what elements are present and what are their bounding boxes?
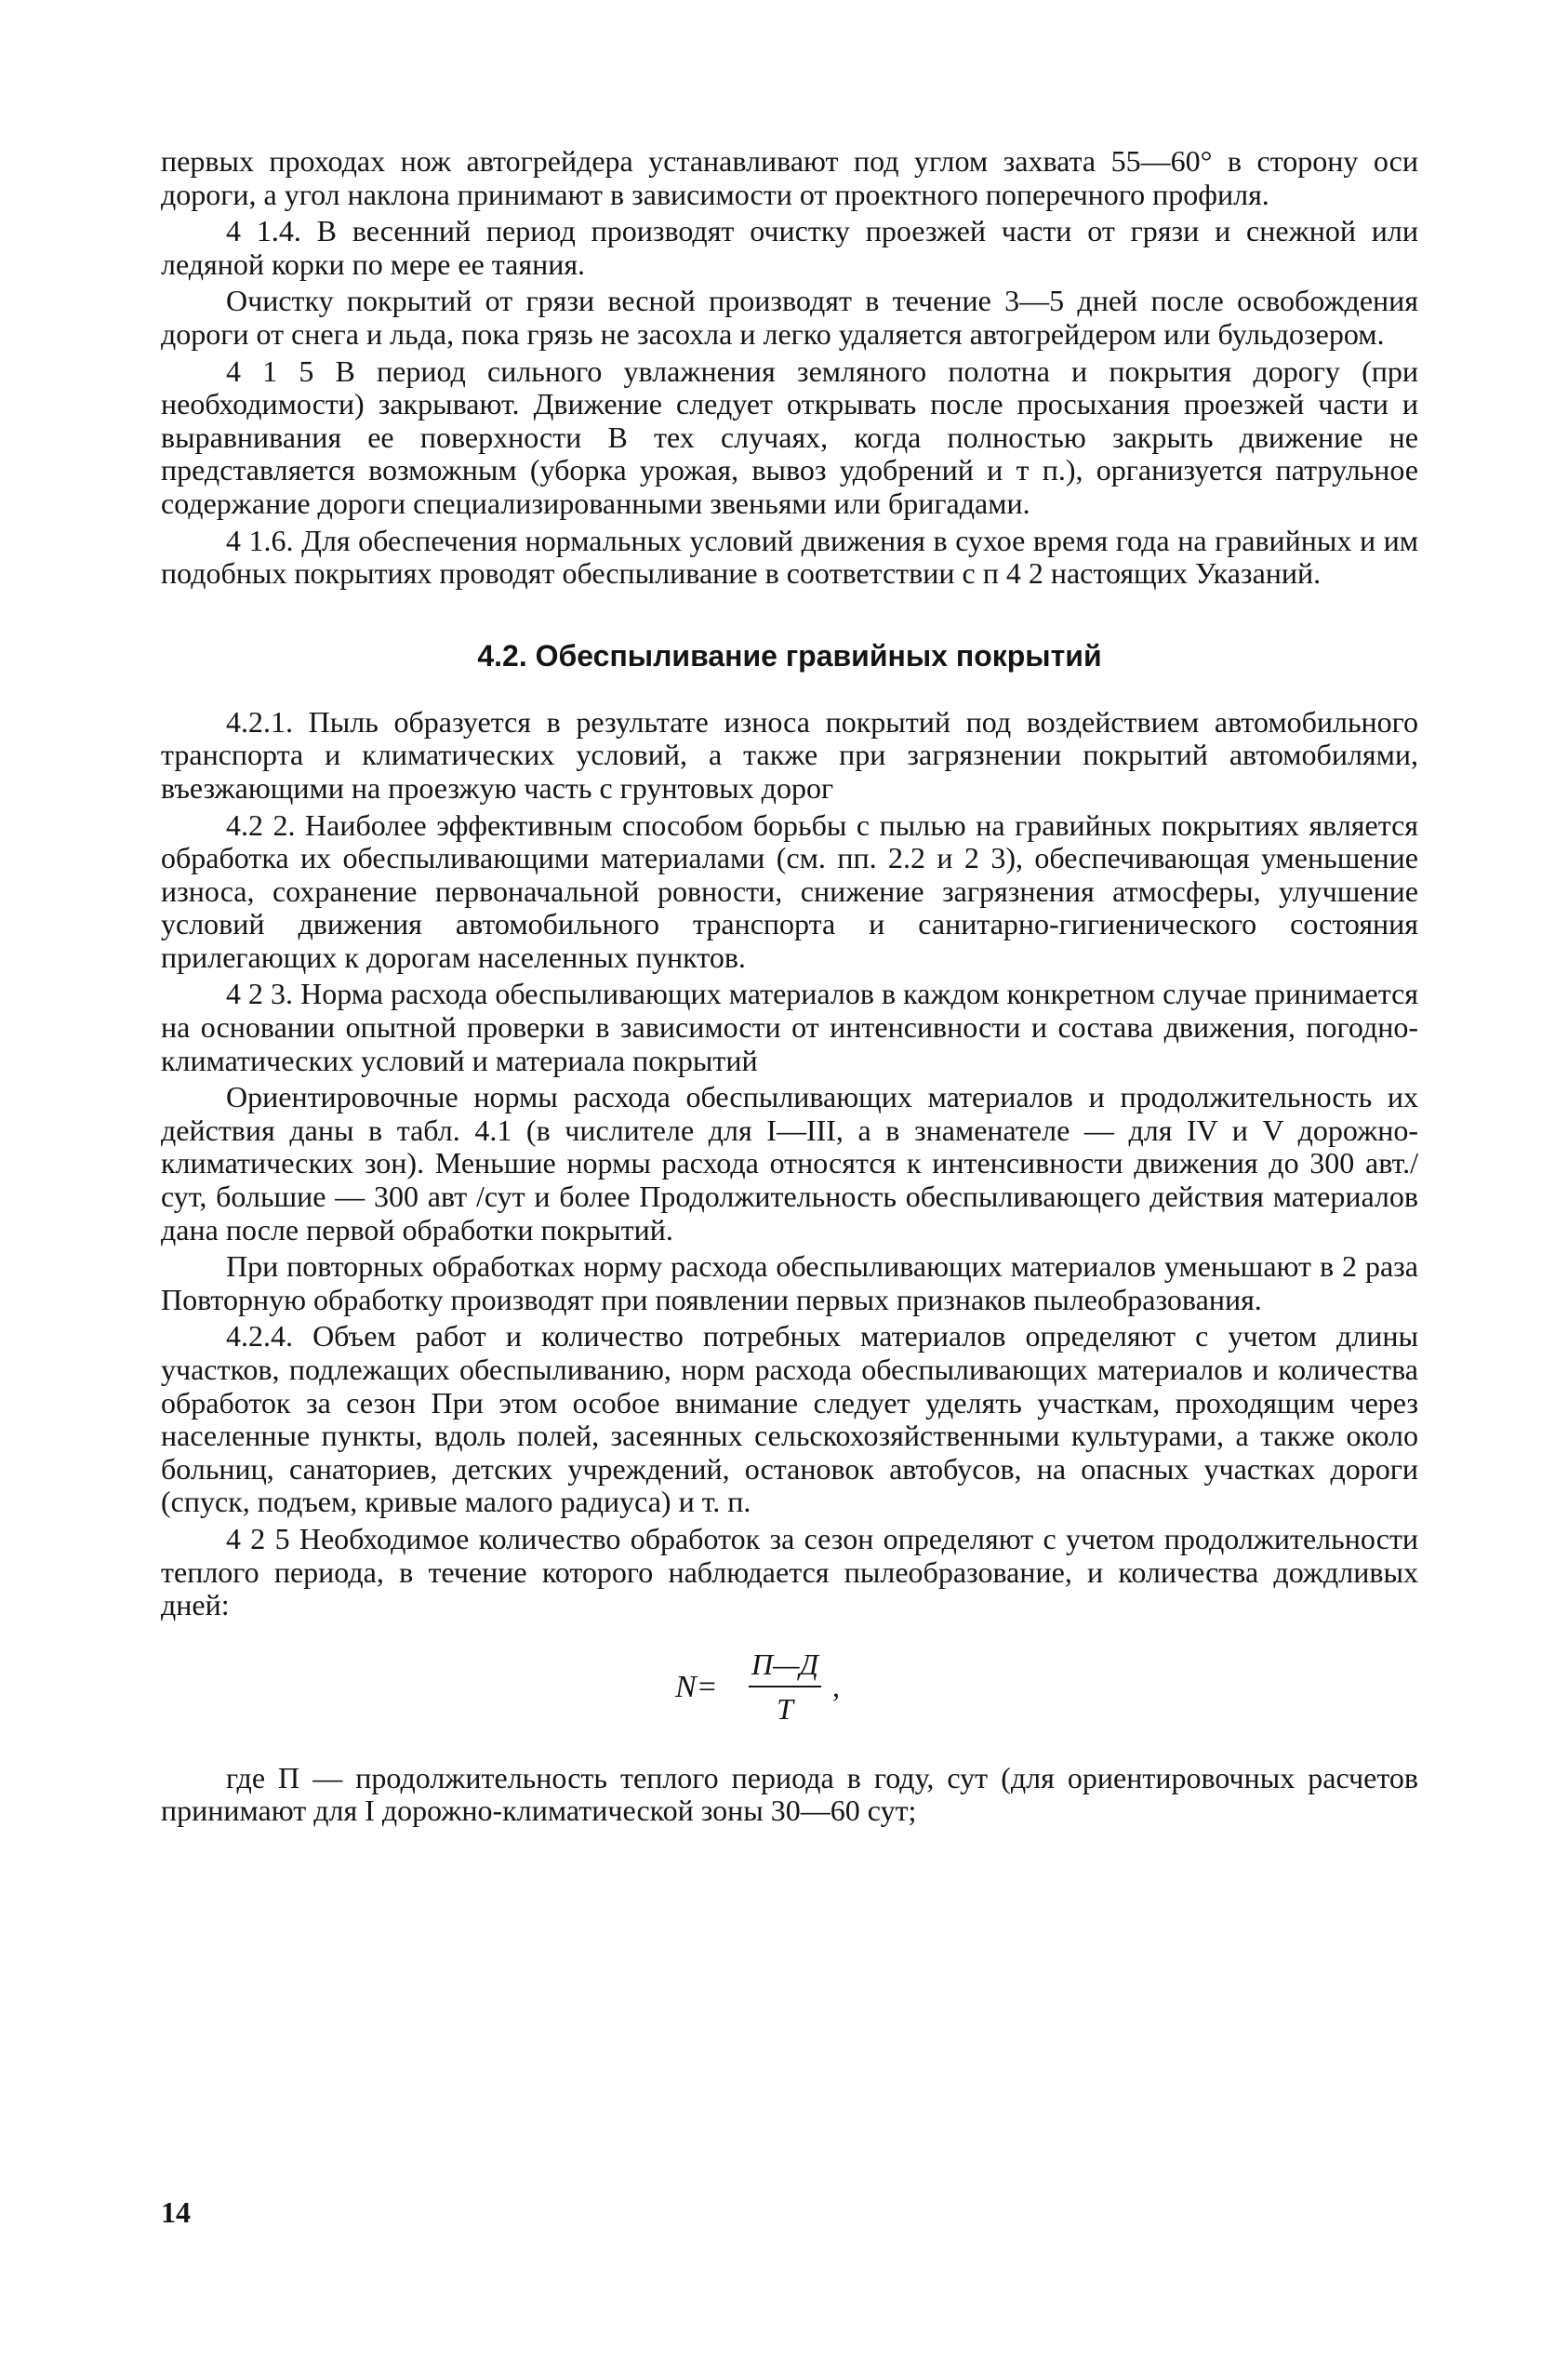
formula-denominator: T [777, 1691, 793, 1726]
paragraph: 4 1.6. Для обеспечения нормальных условий движения в сухое время года на гравийных и им подобных покрытиях проводят обеспыливание в соответствии с п 4 2 настоящих Указаний. [161, 523, 1418, 591]
formula-comma: , [832, 1669, 840, 1703]
formula [161, 1647, 1418, 1740]
paragraph: 4 2 3. Норма расхода обеспыливающих материалов в каждом конкретном случае принимается на основании опытной проверки в зависимости от интенсивности и состава движения, погодно-климатических условий и материала покрытий [161, 977, 1418, 1077]
formula-numerator: П—Д [751, 1647, 818, 1681]
paragraph: 4 1.4. В весенний период производят очистку проезжей части от грязи и снежной или ледяной корки по мере ее таяния. [161, 214, 1418, 281]
page-number: 14 [161, 2195, 191, 2229]
paragraph: 4 2 5 Необходимое количество обработок за сезон определяют с учетом продолжительности теплого периода, в течение которого наблюдается пылеобразование, и количества дождливых дней: [161, 1521, 1418, 1622]
paragraph: 4.2.4. Объем работ и количество потребных материалов определяют с учетом длины участков, подлежащих обеспыливанию, норм расхода обеспыливающих материалов и количества обработок за сезон При этом особое внимание следует уделять участкам, проходящим через населенные пункты, вдоль полей, засеянных сельскохозяйственными культурами, а также около больниц, санаториев, детских учреждений, остановок автобусов, на опасных участках дороги (спуск, подъем, кривые малого радиуса) и т. п. [161, 1319, 1418, 1519]
paragraph: 4 1 5 В период сильного увлажнения земляного полотна и покрытия дорогу (при необходимости) закрывают. Движение следует открывать после просыхания проезжей части и выравнивания ее поверхности В тех случаях, когда полностью закрыть движение не представляется возможным (уборка урожая, вывоз удобрений и т п.), организуется патрульное содержание дороги специализированными звеньями или бригадами. [161, 353, 1418, 520]
section-heading: 4.2. Обеспыливание гравийных покрытий [477, 638, 1102, 673]
formula-lhs: N= [675, 1669, 718, 1704]
paragraph: 4.2.1. Пыль образуется в результате износа покрытий под воздействием автомобильного транспорта и климатических условий, а также при загрязнении покрытий автомобилями, въезжающими на проезжую часть с грунтовых дорог [161, 704, 1418, 805]
formula-fraction [747, 1647, 823, 1727]
body-text [161, 145, 1418, 1828]
fraction-bar [749, 1686, 821, 1687]
paragraph: При повторных обработках норму расхода обеспыливающих материалов уменьшают в 2 раза Повторную обработку производят при появлении первых признаков пылеобразования. [161, 1249, 1418, 1316]
paragraph: Ориентировочные нормы расхода обеспыливающих материалов и продолжительность их действия даны в табл. 4.1 (в числителе для I—III, а в знаменателе — для IV и V дорожно-климатических зон). Меньшие нормы расхода относятся к интенсивности движения до 300 авт./сут, большие — 300 авт /сут и более Продолжительность обеспыливающего действия материалов дана после первой обработки покрытий. [161, 1080, 1418, 1247]
paragraph: первых проходах нож автогрейдера устанавливают под углом захвата 55—60° в сторону оси дороги, а угол наклона принимают в зависимости от проектного поперечного профиля. [161, 144, 1418, 211]
paragraph: где П — продолжительность теплого периода в году, сут (для ориентировочных расчетов принимают для I дорожно-климатической зоны 30—60 сут; [161, 1760, 1418, 1828]
paragraph: Очистку покрытий от грязи весной производят в течение 3—5 дней после освобождения дороги от снега и льда, пока грязь не засохла и легко удаляется автогрейдером или бульдозером. [161, 284, 1418, 351]
paragraph: 4.2 2. Наиболее эффективным способом борьбы с пылью на гравийных покрытиях является обработка их обеспыливающими материалами (см. пп. 2.2 и 2 3), обеспечивающая уменьшение износа, сохранение первоначальной ровности, снижение загрязнения атмосферы, улучшение условий движения автомобильного транспорта и санитарно-гигиенического состояния прилегающих к дорогам населенных пунктов. [161, 807, 1418, 974]
